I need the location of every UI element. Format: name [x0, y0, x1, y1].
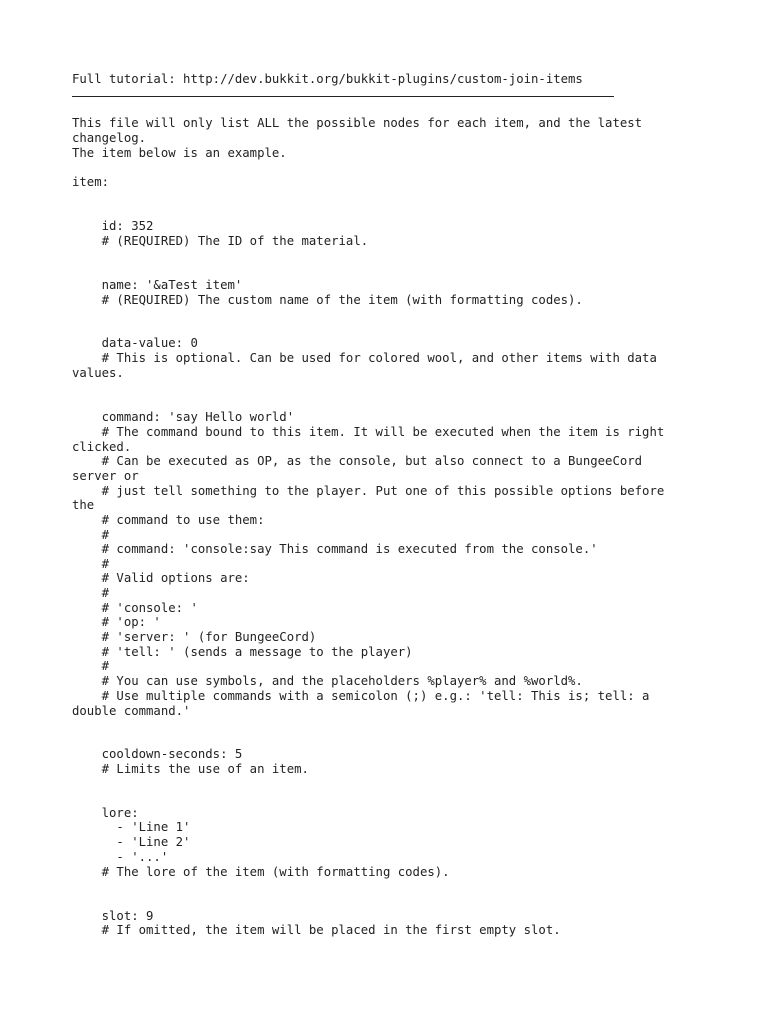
code-line: data-value: 0 — [72, 336, 198, 350]
comment-line: values. — [72, 366, 124, 380]
tutorial-link-line: Full tutorial: http://dev.bukkit.org/bukkit-plugins/custom-join-items — [72, 72, 583, 86]
comment-line: double command.' — [72, 704, 191, 718]
code-line: id: 352 — [72, 219, 154, 233]
comment-line: # 'op: ' — [72, 615, 161, 629]
comment-line: # command to use them: — [72, 513, 265, 527]
comment-line: # — [72, 557, 110, 571]
comment-line: # just tell something to the player. Put one of this possible options before — [72, 484, 665, 498]
code-line: item: — [72, 175, 110, 189]
intro-line: The item below is an example. — [72, 146, 287, 160]
code-line: - '...' — [72, 850, 169, 864]
comment-line: # 'tell: ' (sends a message to the player) — [72, 645, 413, 659]
comment-line: # — [72, 528, 110, 542]
code-line: cooldown-seconds: 5 — [72, 747, 243, 761]
horizontal-rule — [72, 96, 614, 97]
comment-line: # 'console: ' — [72, 601, 198, 615]
comment-line: # (REQUIRED) The ID of the material. — [72, 234, 369, 248]
comment-line: # Can be executed as OP, as the console, but also connect to a BungeeCord — [72, 454, 643, 468]
code-line: name: '&aTest item' — [72, 278, 243, 292]
code-line: command: 'say Hello world' — [72, 410, 295, 424]
comment-line: clicked. — [72, 440, 132, 454]
comment-line: # The command bound to this item. It will be executed when the item is right — [72, 425, 665, 439]
comment-line: server or — [72, 469, 139, 483]
comment-line: # (REQUIRED) The custom name of the item (with formatting codes). — [72, 293, 583, 307]
code-line: - 'Line 1' — [72, 820, 191, 834]
comment-line: # Valid options are: — [72, 571, 250, 585]
comment-line: # You can use symbols, and the placeholders %player% and %world%. — [72, 674, 583, 688]
intro-line: This file will only list ALL the possible nodes for each item, and the latest — [72, 116, 643, 130]
comment-line: # Use multiple commands with a semicolon (;) e.g.: 'tell: This is; tell: a — [72, 689, 650, 703]
comment-line: # Limits the use of an item. — [72, 762, 309, 776]
code-line: - 'Line 2' — [72, 835, 191, 849]
comment-line: # This is optional. Can be used for colored wool, and other items with data — [72, 351, 657, 365]
comment-line: # If omitted, the item will be placed in the first empty slot. — [72, 923, 561, 937]
comment-line: # — [72, 659, 110, 673]
code-line: lore: — [72, 806, 139, 820]
code-line: slot: 9 — [72, 909, 154, 923]
comment-line: # — [72, 586, 110, 600]
comment-line: # command: 'console:say This command is executed from the console.' — [72, 542, 598, 556]
intro-line: changelog. — [72, 131, 147, 145]
comment-line: the — [72, 498, 95, 512]
comment-line: # 'server: ' (for BungeeCord) — [72, 630, 317, 644]
comment-line: # The lore of the item (with formatting codes). — [72, 865, 450, 879]
